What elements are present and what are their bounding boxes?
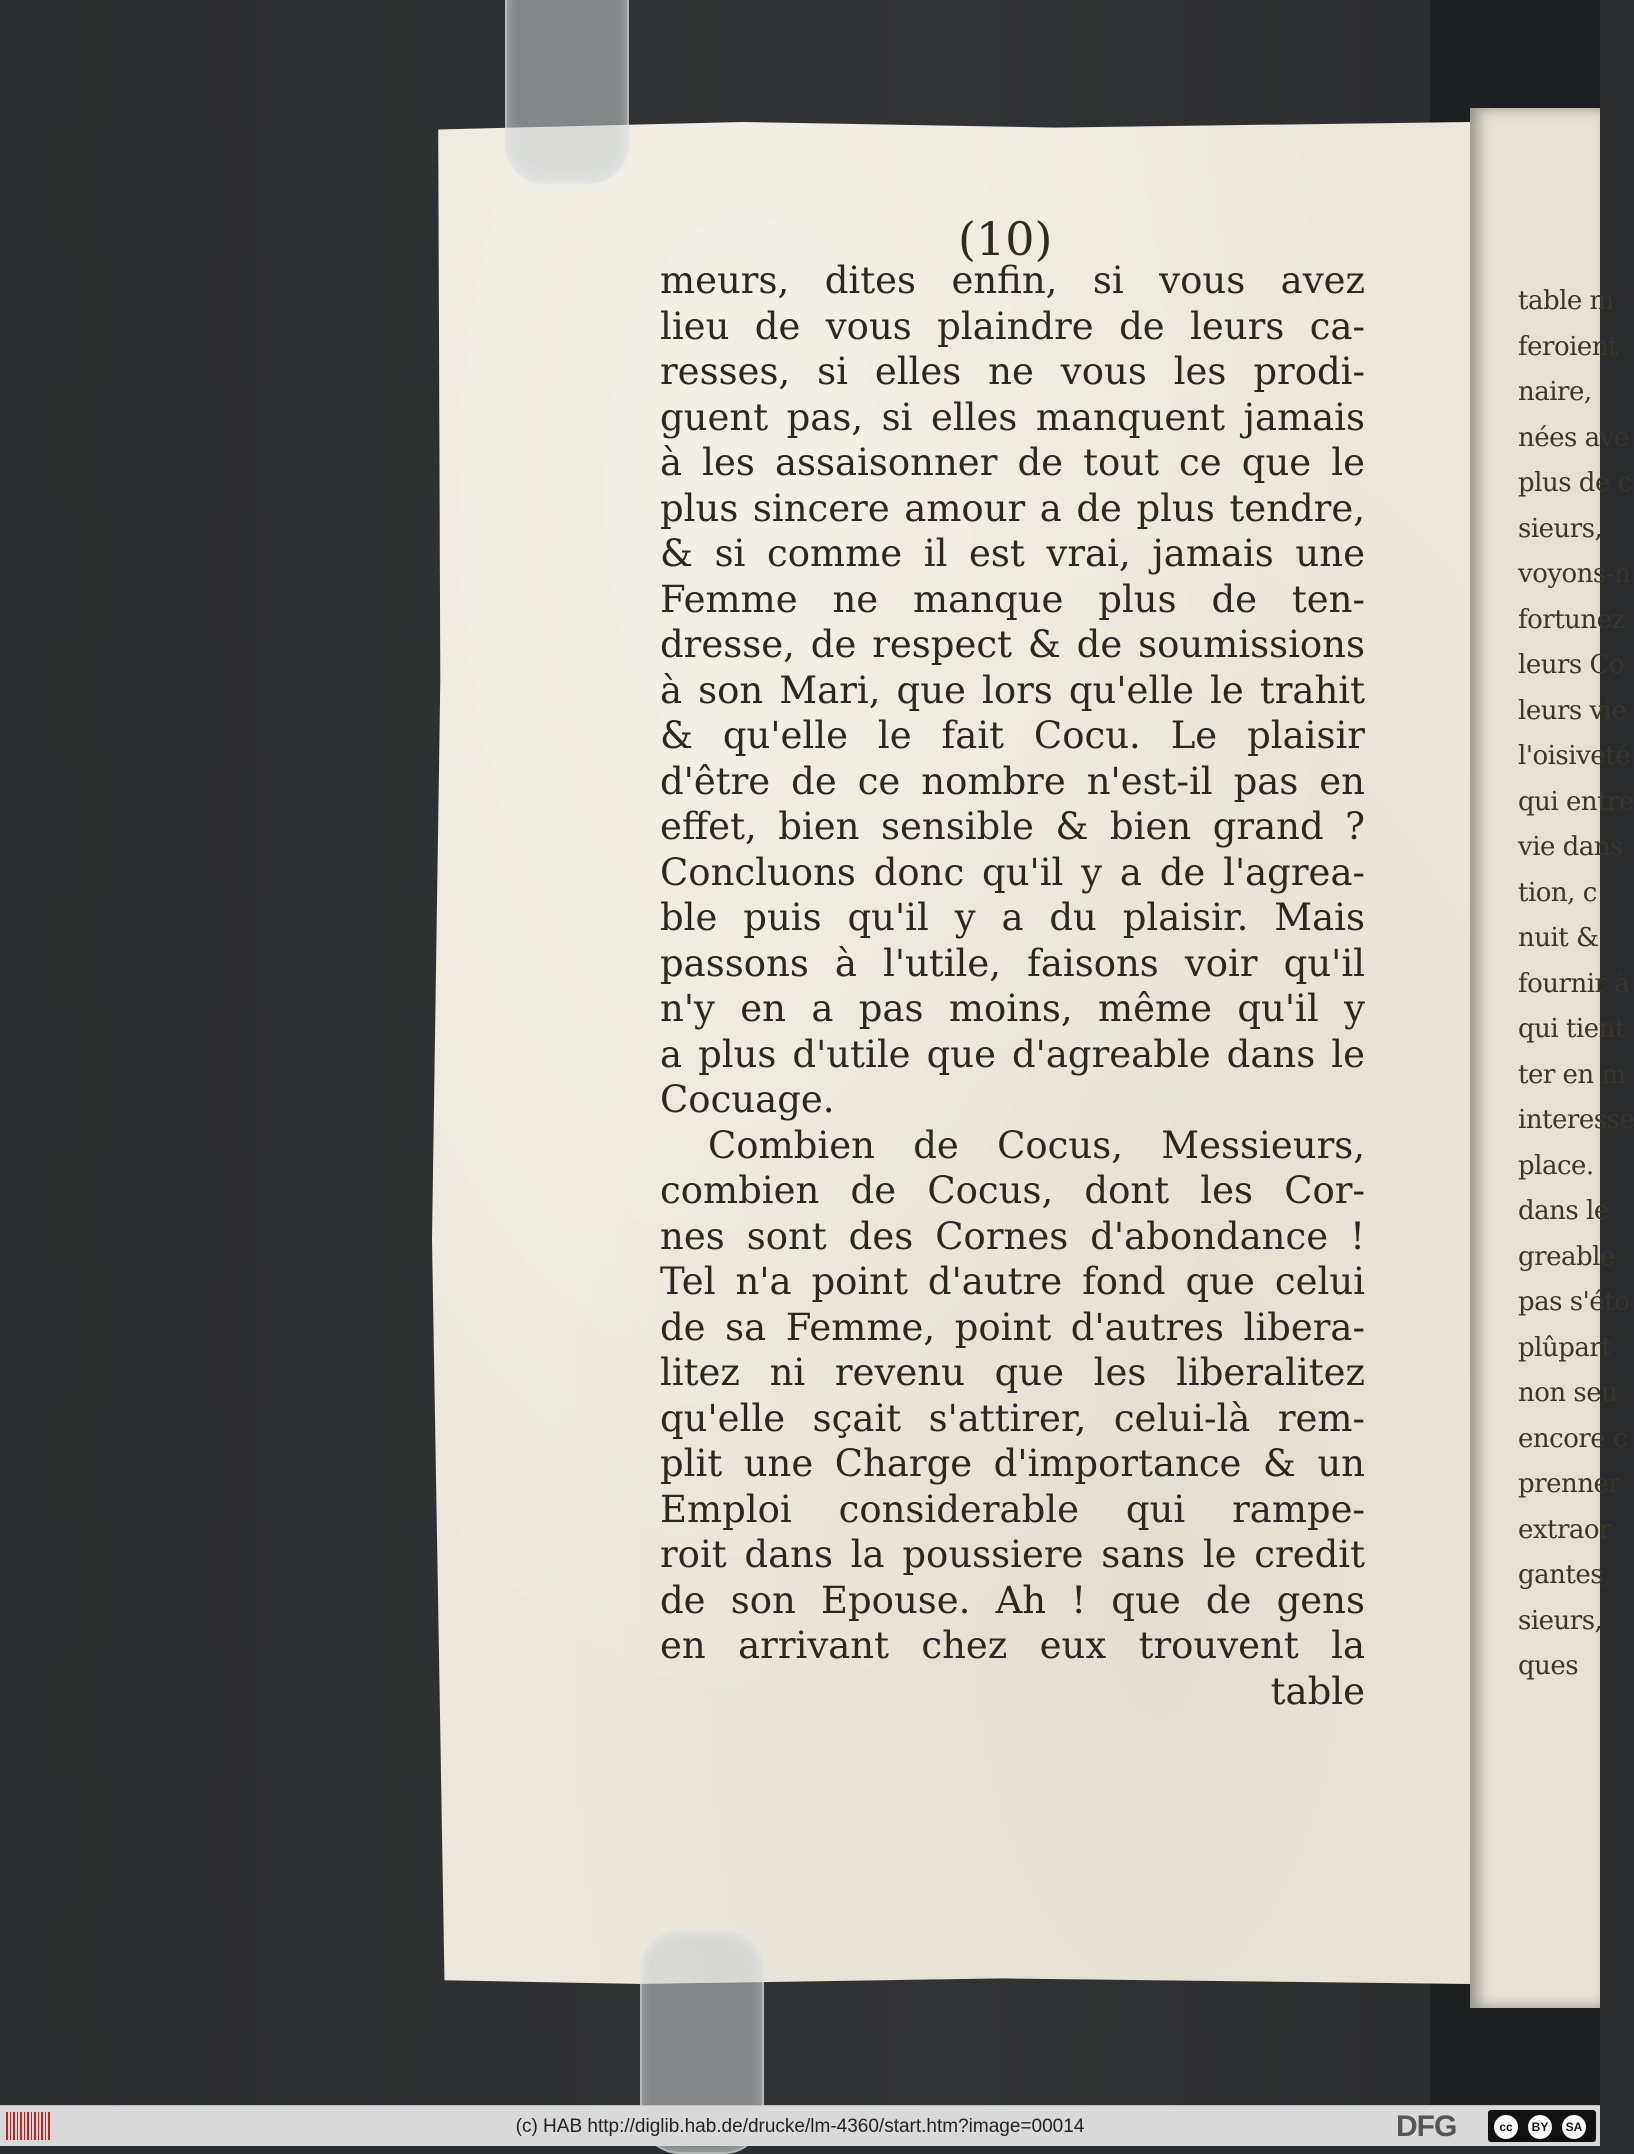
text-line: Concluons donc qu'il y a de l'agrea-	[660, 850, 1365, 894]
facing-page-line: table m	[1518, 286, 1614, 316]
page-text-block	[660, 258, 1365, 1714]
text-line: nes sont des Cornes d'abondance !	[660, 1214, 1365, 1258]
text-line: plus sincere amour a de plus tendre,	[660, 486, 1365, 530]
facing-page-line: plus de c	[1518, 468, 1632, 498]
text-line: roit dans la poussiere sans le credit	[660, 1533, 1365, 1576]
text-line: lieu de vous plaindre de leurs ca-	[660, 304, 1365, 348]
text-line: plit une Charge d'importance & un	[660, 1442, 1365, 1485]
text-line: Emploi considerable qui rampe-	[660, 1487, 1365, 1531]
text-line: guent pas, si elles manquent jamais	[660, 395, 1365, 439]
facing-page-edge	[1470, 108, 1634, 2008]
facing-page-line: pas s'éto	[1518, 1287, 1630, 1317]
text-line: effet, bien sensible & bien grand ?	[660, 805, 1365, 848]
facing-page-line: qui entre	[1518, 786, 1634, 817]
facing-page-line: dans le	[1518, 1196, 1609, 1226]
facing-page-line: ter en m	[1518, 1059, 1626, 1090]
facing-page-line: place.	[1518, 1150, 1594, 1181]
facing-page-line: vie dans	[1518, 832, 1623, 862]
facing-page-line: sieurs,	[1518, 1605, 1603, 1636]
text-line: Tel n'a point d'autre fond que celui	[660, 1260, 1365, 1303]
text-line: meurs, dites enfin, si vous avez	[660, 259, 1365, 302]
facing-page-line: nuit &	[1518, 923, 1599, 953]
text-line: n'y en a pas moins, même qu'il y	[660, 987, 1365, 1030]
facing-page-line: nées ave	[1518, 422, 1629, 453]
text-line: qu'elle sçait s'attirer, celui-là rem-	[660, 1396, 1365, 1440]
facing-page-line: tion, c	[1518, 877, 1597, 908]
by-icon: BY	[1526, 2113, 1554, 2141]
facing-page-line: leurs vie	[1518, 695, 1627, 726]
facing-page-line: leurs Co	[1518, 650, 1625, 680]
facing-page-line: greable	[1518, 1241, 1615, 1272]
facing-page-line: non seu	[1518, 1378, 1618, 1408]
text-line: litez ni revenu que les liberalitez	[660, 1351, 1365, 1394]
footer-credit	[0, 2116, 1600, 2138]
text-line: ble puis qu'il y a du plaisir. Mais	[660, 896, 1365, 939]
text-line: en arrivant chez eux trouvent la	[660, 1624, 1365, 1667]
facing-page-line: ques	[1518, 1651, 1579, 1681]
text-line: à les assaisonner de tout ce que le	[660, 441, 1365, 484]
text-line: de son Epouse. Ah ! que de gens	[660, 1578, 1365, 1622]
page-clip-top	[505, 0, 629, 184]
cc-icon: cc	[1492, 2113, 1520, 2141]
facing-page-line: gantes,	[1518, 1560, 1611, 1590]
facing-page-line: prenner	[1518, 1469, 1621, 1499]
text-line: Femme ne manque plus de ten-	[660, 577, 1365, 621]
dfg-logo: DFG	[1396, 2110, 1457, 2143]
sa-icon: SA	[1560, 2113, 1588, 2141]
text-line: dresse, de respect & de soumissions	[660, 623, 1365, 666]
facing-page-line: qui tient	[1518, 1014, 1625, 1044]
facing-page-line: fortunez	[1518, 604, 1625, 635]
facing-page-line: interesse	[1518, 1105, 1634, 1135]
facing-page-line: encore c	[1518, 1423, 1627, 1454]
text-line: Combien de Cocus, Messieurs,	[708, 1123, 1365, 1167]
viewer-footer	[0, 2105, 1600, 2146]
text-line: Cocuage.	[660, 1078, 835, 1121]
facing-page-line: sieurs,	[1518, 513, 1603, 544]
catchword: table	[1270, 1669, 1365, 1713]
facing-page-line: plûpart	[1518, 1332, 1612, 1363]
text-line: & qu'elle le fait Cocu. Le plaisir	[660, 714, 1365, 757]
text-line: à son Mari, que lors qu'elle le trahit	[660, 668, 1365, 712]
text-line: resses, si elles ne vous les prodi-	[660, 350, 1365, 393]
text-line: a plus d'utile que d'agreable dans le	[660, 1032, 1365, 1076]
text-line: de sa Femme, point d'autres libera-	[660, 1305, 1365, 1349]
facing-page-line: naire,	[1518, 377, 1592, 407]
text-line: passons à l'utile, faisons voir qu'il	[660, 941, 1365, 985]
facing-page-line: fournir à	[1518, 968, 1630, 999]
text-line: & si comme il est vrai, jamais une	[660, 532, 1365, 575]
text-line: d'être de ce nombre n'est-il pas en	[660, 759, 1365, 803]
facing-page-line: l'oisiveté	[1518, 741, 1630, 771]
text-line: combien de Cocus, dont les Cor-	[660, 1169, 1365, 1212]
page-number: (10)	[958, 212, 1053, 266]
cc-license-badge[interactable]	[1488, 2110, 1596, 2142]
facing-page-line: feroient	[1518, 331, 1618, 362]
facing-page-line: voyons-n	[1518, 559, 1631, 589]
credit-link[interactable]: (c) HAB http://diglib.hab.de/drucke/lm-4360/start.htm?image=00014	[515, 2116, 1085, 2137]
facing-page-line: extraor	[1518, 1514, 1612, 1545]
